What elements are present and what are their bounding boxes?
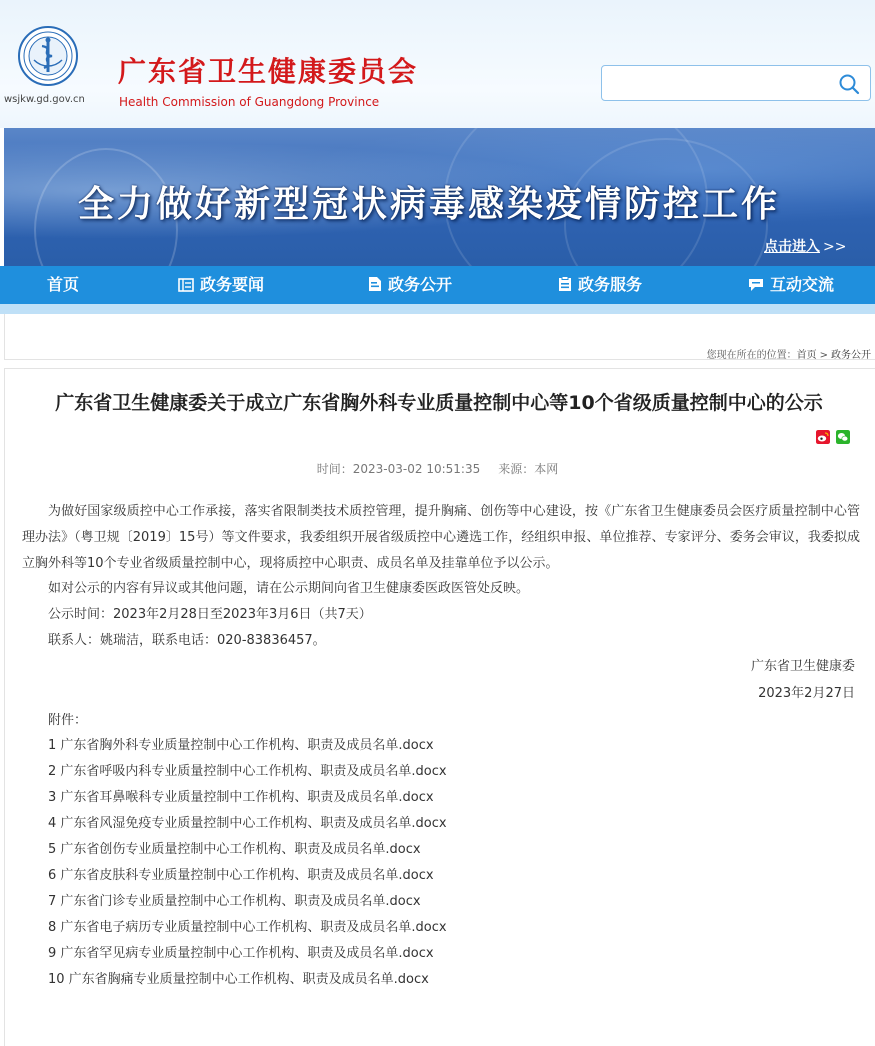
site-header [0, 0, 875, 128]
news-icon [178, 278, 194, 292]
epidemic-banner[interactable] [4, 128, 875, 266]
attachment-list [48, 733, 447, 993]
document-icon [368, 276, 382, 292]
wechat-share-icon[interactable] [836, 430, 850, 444]
breadcrumb-home[interactable]: 首页 [796, 350, 817, 361]
signature-date: 2023年2月27日 [758, 686, 855, 701]
health-commission-emblem-icon[interactable] [18, 26, 78, 86]
nav-item-label: 首页 [47, 275, 80, 294]
time-label: 时间： [316, 462, 353, 476]
search-icon[interactable] [838, 73, 860, 95]
attachment-link[interactable]: 4 广东省风湿免疫专业质量控制中心工作机构、职责及成员名单.docx [48, 816, 447, 831]
share-icons [816, 430, 852, 446]
main-nav [0, 266, 875, 304]
nav-item-home[interactable] [47, 266, 79, 304]
nav-item-services[interactable] [558, 266, 642, 304]
article-paragraph: 如对公示的内容有异议或其他问题，请在公示期间向省卫生健康委医政医管处反映。 [48, 581, 530, 596]
article-paragraph: 为做好国家级质控中心工作承接，落实省限制类技术质控管理，提升胸痛、创伤等中心建设，按《广东省卫生健康委员会医疗质量控制中心管理办法》（粤卫规〔2019〕15号）等文件要求，我委组织开展省级质控中心遴选工作，经组织申报、单位推荐、专家评分、委务会审议，我委拟成立胸外科等10个专业省级质量控制中心，现将质控中心职责、成员名单及挂靠单位予以公示。 [22, 504, 860, 571]
nav-item-label: 政务公开 [388, 275, 453, 294]
article-meta [0, 460, 875, 477]
article-title: 广东省卫生健康委关于成立广东省胸外科专业质量控制中心等10个省级质量控制中心的公示 [55, 392, 823, 414]
article-paragraph: 公示时间：2023年2月28日至2023年3月6日（共7天） [48, 607, 372, 622]
chat-icon [748, 278, 764, 292]
search-box [601, 65, 871, 101]
breadcrumb-separator: > [819, 350, 828, 361]
nav-divider [0, 304, 875, 314]
signature-organization: 广东省卫生健康委 [750, 659, 855, 674]
weibo-share-icon[interactable] [816, 430, 830, 444]
attachment-link[interactable]: 2 广东省呼吸内科专业质量控制中心工作机构、职责及成员名单.docx [48, 764, 447, 779]
attachment-link[interactable]: 1 广东省胸外科专业质量控制中心工作机构、职责及成员名单.docx [48, 738, 434, 753]
attachment-link[interactable]: 9 广东省罕见病专业质量控制中心工作机构、职责及成员名单.docx [48, 946, 434, 961]
search-input[interactable] [610, 72, 824, 96]
breadcrumb-public-info[interactable]: 政务公开 [831, 350, 871, 361]
site-subtitle: Health Commission of Guangdong Province [119, 95, 380, 109]
nav-item-interaction[interactable] [748, 266, 834, 304]
site-domain: wsjkw.gd.gov.cn [4, 94, 85, 105]
banner-enter-link[interactable] [764, 236, 846, 256]
article-paragraph: 联系人：姚瑞洁，联系电话：020-83836457。 [48, 633, 326, 648]
publish-time: 2023-03-02 10:51:35 [352, 462, 481, 476]
attachment-link[interactable]: 3 广东省耳鼻喉科专业质量控制中工作机构、职责及成员名单.docx [48, 790, 434, 805]
attachment-link[interactable]: 10 广东省胸痛专业质量控制中心工作机构、职责及成员名单.docx [48, 972, 429, 987]
attachment-link[interactable]: 6 广东省皮肤科专业质量控制中心工作机构、职责及成员名单.docx [48, 868, 434, 883]
nav-item-label: 政务要闻 [200, 275, 265, 294]
site-title[interactable]: 广东省卫生健康委员会 [118, 55, 419, 88]
banner-link-label: 点击进入 [764, 239, 820, 255]
double-chevron-right-icon: >> [823, 239, 847, 255]
breadcrumb [707, 346, 871, 361]
attachment-link[interactable]: 5 广东省创伤专业质量控制中心工作机构、职责及成员名单.docx [48, 842, 421, 857]
breadcrumb-prefix: 您现在所在的位置： [706, 350, 797, 361]
banner-title: 全力做好新型冠状病毒感染疫情防控工作 [78, 184, 781, 225]
nav-item-public-info[interactable] [368, 266, 452, 304]
service-icon [558, 276, 572, 292]
nav-item-news[interactable] [178, 266, 264, 304]
source-label: 来源： [498, 462, 535, 476]
nav-item-label: 政务服务 [578, 275, 643, 294]
article-source: 本网 [534, 462, 559, 476]
attachments-label: 附件： [48, 713, 88, 728]
nav-item-label: 互动交流 [770, 275, 835, 294]
attachment-link[interactable]: 7 广东省门诊专业质量控制中心工作机构、职责及成员名单.docx [48, 894, 421, 909]
attachment-link[interactable]: 8 广东省电子病历专业质量控制中心工作机构、职责及成员名单.docx [48, 920, 447, 935]
